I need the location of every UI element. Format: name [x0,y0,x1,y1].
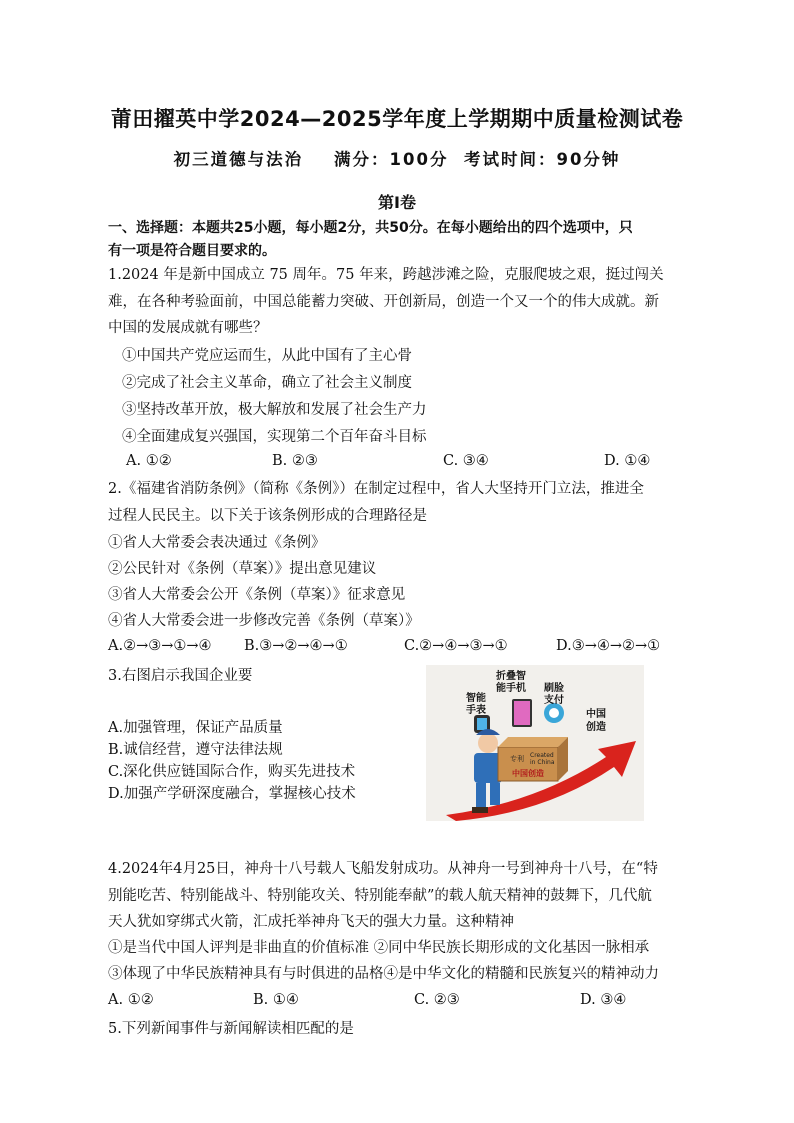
q4-statements-1-2: ①是当代中国人评判是非曲直的价值标准 ②同中华民族长期形成的文化基因一脉相承 [108,940,650,956]
exam-title: 莆田擢英中学2024—2025学年度上学期期中质量检测试卷 [110,107,684,131]
q2-option-c: C.②→④→③→① [404,638,508,654]
q1-statement-3: ③坚持改革开放，极大解放和发展了社会生产力 [122,402,427,418]
q3-stem: 3.右图启示我国企业要 [108,668,253,684]
q3-option-b: B.诚信经营，遵守法律法规 [108,742,283,758]
q4-option-b: B. ①④ [253,992,299,1008]
box-label-en-1: Created [530,752,554,759]
q5-stem: 5.下列新闻事件与新闻解读相匹配的是 [108,1021,354,1037]
label-pay-1: 刷脸 [544,683,564,694]
box-label-en-2: in China [530,759,555,766]
label-phone-2: 能手机 [496,683,526,694]
q4-stem-line2: 别能吃苦、特别能战斗、特别能攻关、特别能奉献”的载人航天精神的鼓舞下，几代航 [108,888,652,904]
label-pay-2: 支付 [544,695,564,706]
box-label-patent: 专利 [510,755,524,763]
q1-stem-line3: 中国的发展成就有哪些？ [108,320,268,336]
q2-statement-2: ②公民针对《条例（草案）》提出意见建议 [108,561,377,577]
q2-option-a: A.②→③→①→④ [108,638,212,654]
q4-option-c: C. ②③ [414,992,460,1008]
label-phone-1: 折叠智 [496,671,526,682]
section-instruction-line2: 有一项是符合题目要求的。 [108,243,276,259]
q2-option-b: B.③→②→④→① [244,638,348,654]
part-heading: 第Ⅰ卷 [378,193,416,212]
q4-option-a: A. ①② [108,992,154,1008]
box-label-cn: 中国创造 [512,769,544,778]
q4-option-d: D. ③④ [580,992,627,1008]
q1-stem-line1: 1.2024 年是新中国成立 75 周年。75 年来，跨越涉滩之险，克服爬坡之艰，挺过闯关 [108,267,664,283]
label-watch-2: 手表 [466,705,486,716]
q1-option-d: D. ①④ [604,453,651,469]
q1-statement-2: ②完成了社会主义革命，确立了社会主义制度 [122,375,412,391]
q2-statement-4: ④省人大常委会进一步修改完善《条例（草案）》 [108,613,420,629]
q3-figure [426,665,644,821]
q1-option-c: C. ③④ [443,453,489,469]
q1-option-b: B. ②③ [272,453,318,469]
q1-option-a: A. ①② [126,453,172,469]
q2-statement-1: ①省人大常委会表决通过《条例》 [108,535,326,551]
exam-subtitle: 初三道德与法治 满分：100分 考试时间：90分钟 [173,150,621,169]
q3-option-c: C.深化供应链国际合作，购买先进技术 [108,764,356,780]
q1-statement-1: ①中国共产党应运而生，从此中国有了主心骨 [122,348,412,364]
q4-stem-line3: 天人犹如穿绑式火箭，汇成托举神舟飞天的强大力量。这种精神 [108,914,514,930]
label-china-2: 创造 [586,722,606,733]
label-china-1: 中国 [586,709,606,720]
q3-illustration [426,665,644,821]
q4-stem-line1: 4.2024年4月25日，神舟十八号载人飞船发射成功。从神舟一号到神舟十八号，在“特 [108,861,658,877]
q1-stem-line2: 难，在各种考验面前，中国总能蓄力突破、开创新局，创造一个又一个的伟大成就。新 [108,294,659,310]
label-watch-1: 智能 [466,693,486,704]
q3-option-d: D.加强产学研深度融合，掌握核心技术 [108,786,356,802]
q3-option-a: A.加强管理，保证产品质量 [108,720,283,736]
q2-stem-line2: 过程人民民主。以下关于该条例形成的合理路径是 [108,508,427,524]
q2-option-d: D.③→④→②→① [556,638,661,654]
q2-stem-line1: 2.《福建省消防条例》（简称《条例》）在制定过程中，省人大坚持开门立法，推进全 [108,481,644,497]
q4-statements-3-4: ③体现了中华民族精神具有与时俱进的品格④是中华文化的精髓和民族复兴的精神动力 [108,966,659,982]
section-instruction-line1: 一、选择题：本题共25小题，每小题2分，共50分。在每小题给出的四个选项中，只 [108,220,633,236]
q1-statement-4: ④全面建成复兴强国，实现第二个百年奋斗目标 [122,429,427,445]
q2-statement-3: ③省人大常委会公开《条例（草案）》征求意见 [108,587,406,603]
